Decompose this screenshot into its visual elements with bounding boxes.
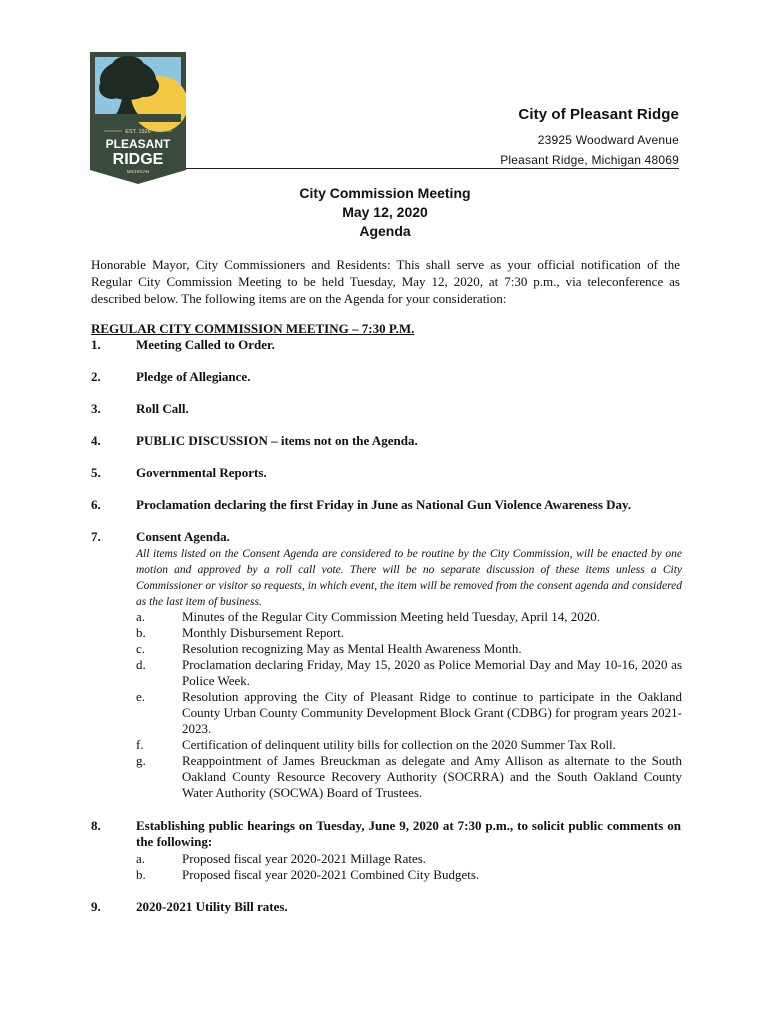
address-block <box>500 106 679 170</box>
section-heading: REGULAR CITY COMMISSION MEETING – 7:30 P.M. <box>91 321 415 336</box>
meeting-title <box>0 184 770 241</box>
sub-text: Proposed fiscal year 2020-2021 Combined City Budgets. <box>182 867 480 882</box>
sub-text: Certification of delinquent utility bills for collection on the 2020 Summer Tax Roll. <box>182 737 616 752</box>
agenda-item-8: Establishing public hearings on Tuesday, June 9, 2020 at 7:30 p.m., to solicit public comments on the following: <box>136 818 681 849</box>
city-name: City of Pleasant Ridge <box>518 106 679 123</box>
title-line-1: City Commission Meeting <box>299 185 471 201</box>
city-logo <box>90 52 186 184</box>
logo-state: MICHIGAN <box>126 169 150 174</box>
consent-item-g <box>136 753 682 801</box>
sub-text: Minutes of the Regular City Commission Meeting held Tuesday, April 14, 2020. <box>182 609 601 624</box>
sub-letter: f. <box>136 737 144 752</box>
consent-item-f <box>136 737 682 753</box>
consent-item-c <box>136 641 682 657</box>
item-number: 4. <box>91 433 101 448</box>
sub-letter: c. <box>136 641 146 656</box>
sub-letter: e. <box>136 689 146 704</box>
sub-text: Reappointment of James Breuckman as delegate and Amy Allison as alternate to the South Oakland County Resource Recovery Authority (SOCRRA) and the South Oakland County Water Authority (SOCWA) Board of Trustees. <box>182 753 682 800</box>
sub-letter: a. <box>136 851 146 866</box>
logo-est: EST. 1926 <box>125 129 151 135</box>
sub-text: Proclamation declaring Friday, May 15, 2020 as Police Memorial Day and May 10-16, 2020 as Police Week. <box>182 657 682 688</box>
intro-paragraph: Honorable Mayor, City Commissioners and Residents: This shall serve as your official notification of the Regular City Commission Meeting to be held Tuesday, May 12, 2020, at 7:30 p.m., via teleconference as described below. The following items are on the Agenda for your consideration: <box>91 257 680 306</box>
consent-item-d <box>136 657 682 689</box>
header-rule <box>186 168 679 169</box>
consent-item-a <box>136 609 682 625</box>
item-number: 2. <box>91 369 101 384</box>
item-number: 8. <box>91 818 101 833</box>
item-number: 9. <box>91 899 101 914</box>
item-text: Roll Call. <box>136 401 189 416</box>
item-text: Governmental Reports. <box>136 465 267 480</box>
item-number: 6. <box>91 497 101 512</box>
item-text: Meeting Called to Order. <box>136 337 275 352</box>
street-address: 23925 Woodward Avenue <box>537 133 679 147</box>
consent-item-e <box>136 689 682 737</box>
sub-letter: a. <box>136 609 146 624</box>
item-number: 1. <box>91 337 101 352</box>
logo-name-line2: RIDGE <box>112 151 164 168</box>
logo-name-line1: PLEASANT <box>105 137 171 151</box>
sub-text: Resolution recognizing May as Mental Health Awareness Month. <box>182 641 522 656</box>
sub-letter: g. <box>136 753 146 768</box>
item-text: Pledge of Allegiance. <box>136 369 251 384</box>
sub-text: Resolution approving the City of Pleasant Ridge to continue to participate in the Oakland County Urban County Community Development Block Grant (CDBG) for program years 2021-2023. <box>182 689 682 736</box>
hearing-item-b <box>136 867 682 883</box>
city-state-zip: Pleasant Ridge, Michigan 48069 <box>500 153 679 167</box>
sub-letter: d. <box>136 657 146 672</box>
consent-agenda-note: All items listed on the Consent Agenda are considered to be routine by the City Commission, will be enacted by one motion and approved by a roll call vote. There will be no separate discussion of these items unless a City Commissioner or visitor so requests, in which event, the item will be removed from the consent agenda and considered as the last item of business. <box>136 548 682 608</box>
sub-letter: b. <box>136 625 146 640</box>
item-number: 5. <box>91 465 101 480</box>
sub-text: Monthly Disbursement Report. <box>182 625 345 640</box>
sub-text: Proposed fiscal year 2020-2021 Millage Rates. <box>182 851 427 866</box>
consent-item-b <box>136 625 682 641</box>
item-text: PUBLIC DISCUSSION – items not on the Agenda. <box>136 433 418 448</box>
item-number: 7. <box>91 529 101 544</box>
item-text: Proclamation declaring the first Friday in June as National Gun Violence Awareness Day. <box>136 497 632 512</box>
title-agenda: Agenda <box>359 223 411 239</box>
item-number: 3. <box>91 401 101 416</box>
item-text: Consent Agenda. <box>136 529 230 544</box>
title-date: May 12, 2020 <box>342 204 428 220</box>
item-text: 2020-2021 Utility Bill rates. <box>136 899 288 914</box>
hearing-item-a <box>136 851 682 867</box>
sub-letter: b. <box>136 867 146 882</box>
